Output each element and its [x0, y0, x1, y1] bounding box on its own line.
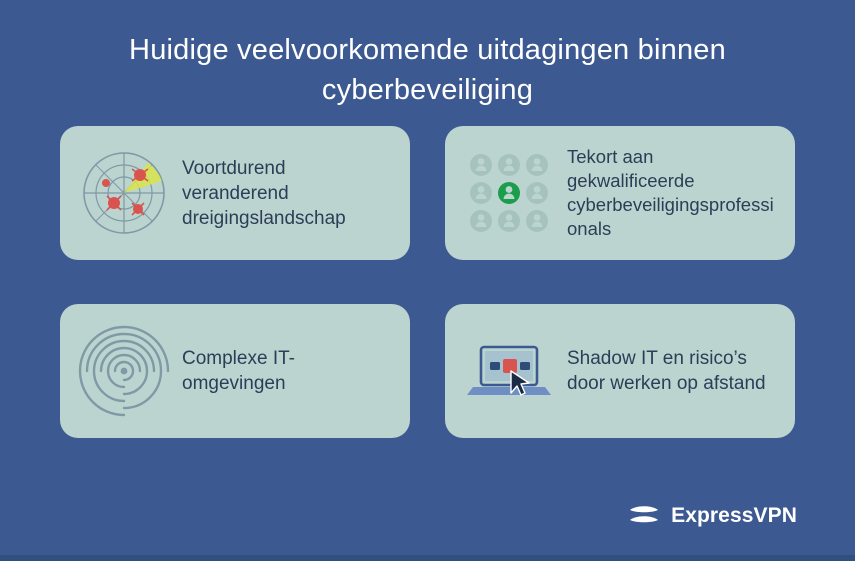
challenge-card[interactable]: [60, 126, 410, 260]
radar-threat-icon: [72, 141, 176, 245]
brand-name: ExpressVPN: [671, 504, 797, 527]
challenge-card[interactable]: [445, 126, 795, 260]
expressvpn-logo-icon: [627, 501, 661, 531]
maze-icon: [72, 319, 176, 423]
people-grid-icon: [457, 141, 561, 245]
challenge-card-label: Complexe IT-omgevingen: [182, 348, 295, 394]
challenge-card-grid: [60, 126, 795, 438]
brand-logo: [627, 501, 797, 531]
challenge-card[interactable]: [60, 304, 410, 438]
page-title: Huidige veelvoorkomende uitdagingen binnen cyberbeveiliging: [129, 34, 726, 106]
challenge-card-label: Shadow IT en risico’s door werken op afstand: [567, 348, 766, 394]
bottom-strip: [0, 555, 855, 561]
challenge-card[interactable]: [445, 304, 795, 438]
laptop-cursor-icon: [457, 319, 561, 423]
challenge-card-label: Tekort aan gekwalificeerde cyberbeveiligingsprofessionals: [567, 146, 774, 239]
challenge-card-label: Voortdurend veranderend dreigingslandschap: [182, 157, 346, 229]
